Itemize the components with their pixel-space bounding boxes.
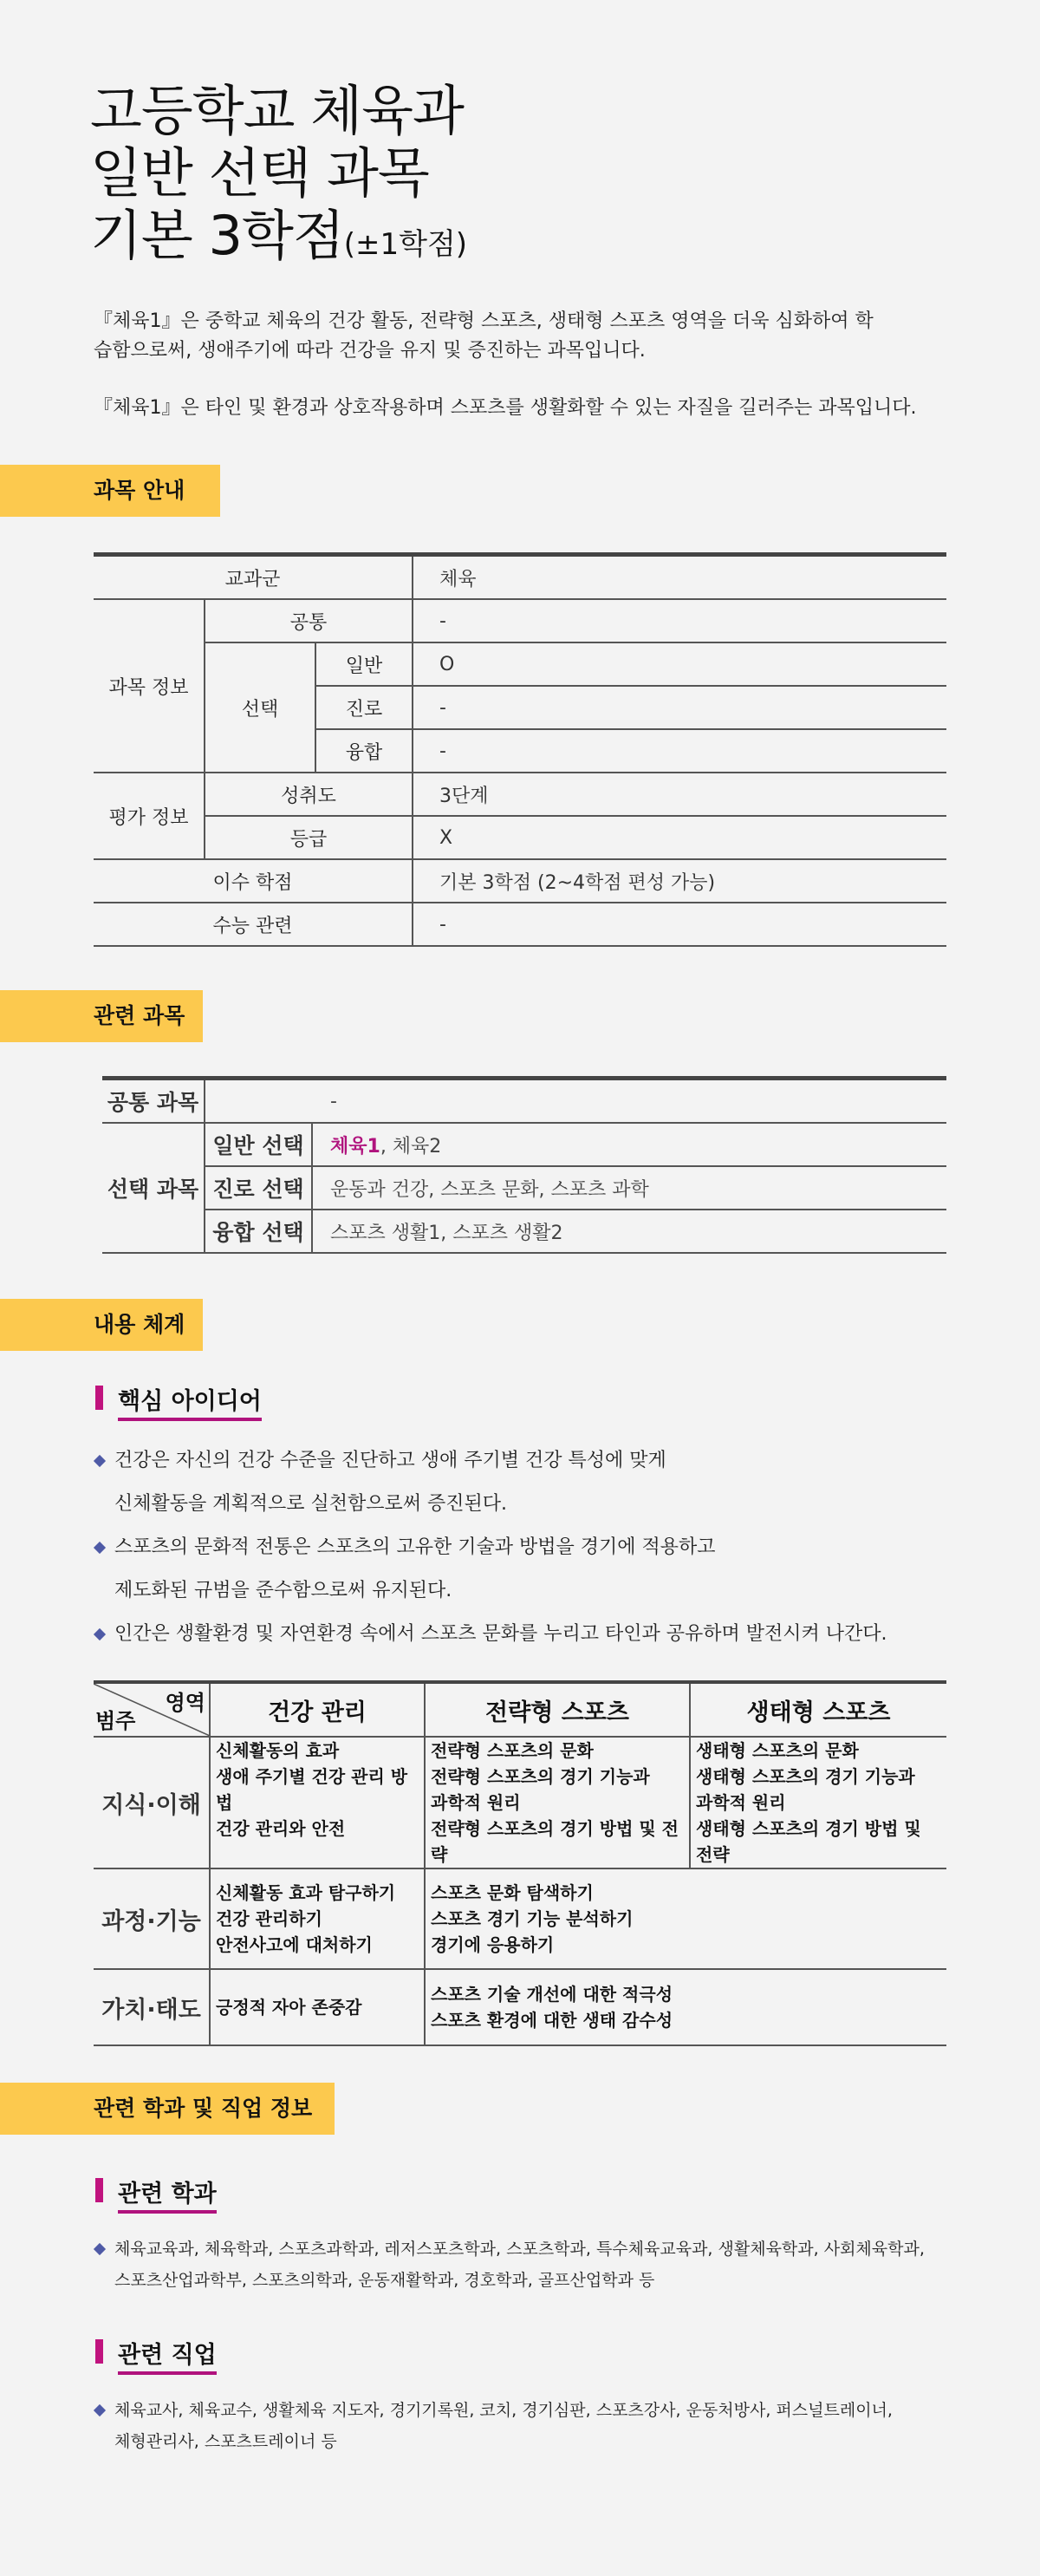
fusion-elective-value: 스포츠 생활1, 스포츠 생활2 <box>312 1210 946 1253</box>
diamond-bullet-icon <box>94 1542 106 1554</box>
departments-list <box>94 2234 952 2296</box>
page-title <box>90 80 467 276</box>
cell-process-health: 신체활동 효과 탐구하기 건강 관리하기 안전사고에 대처하기 <box>210 1868 425 1969</box>
title-credit-range: (±1학점) <box>343 227 468 262</box>
cell-values-health: 긍정적 자아 존중감 <box>210 1969 425 2045</box>
credits-label: 이수 학점 <box>94 859 413 903</box>
cell-knowledge-strategy: 전략형 스포츠의 문화 전략형 스포츠의 경기 기능과 과학적 원리 전략형 스포츠의 경기 방법 및 전략 <box>425 1737 690 1868</box>
title-line-3: 기본 3학점 <box>90 204 344 267</box>
csat-label: 수능 관련 <box>94 903 413 946</box>
group-value: 체육 <box>413 555 946 600</box>
career-elective-label: 진로 선택 <box>205 1166 312 1210</box>
section-header-content: 내용 체계 <box>0 1299 203 1351</box>
fusion-elective-label: 융합 선택 <box>205 1210 312 1253</box>
title-line-1: 고등학교 체육과 <box>90 79 464 142</box>
row-header-knowledge: 지식·이해 <box>94 1737 210 1868</box>
list-item: 인간은 생활환경 및 자연환경 속에서 스포츠 문화를 누리고 타인과 공유하며 발전시켜 나간다. <box>94 1613 887 1656</box>
diamond-bullet-icon <box>94 2404 106 2416</box>
corner-category-label: 범주 <box>95 1709 136 1733</box>
eval-info-label: 평가 정보 <box>94 773 205 859</box>
row-header-values: 가치·태도 <box>94 1969 210 2045</box>
column-header-strategy: 전략형 스포츠 <box>425 1682 690 1737</box>
general-elective-label: 일반 선택 <box>205 1123 312 1166</box>
diamond-bullet-icon <box>94 1455 106 1467</box>
section-header-career: 관련 학과 및 직업 정보 <box>0 2083 335 2135</box>
common-subject-label: 공통 과목 <box>102 1079 205 1124</box>
grade-value: X <box>413 816 946 859</box>
cell-process-sports: 스포츠 문화 탐색하기 스포츠 경기 기능 분석하기 경기에 응용하기 <box>425 1868 946 1969</box>
intro-text <box>94 307 960 451</box>
general-label: 일반 <box>315 642 413 686</box>
related-subjects-table <box>102 1076 946 1254</box>
departments-heading: 관련 학과 <box>118 2175 217 2214</box>
fusion-value: - <box>413 729 946 773</box>
corner-header <box>94 1682 210 1737</box>
subject-info-table <box>94 552 946 947</box>
cell-knowledge-health: 신체활동의 효과 생애 주기별 건강 관리 방법 건강 관리와 안전 <box>210 1737 425 1868</box>
column-header-health: 건강 관리 <box>210 1682 425 1737</box>
elective-label: 선택 <box>205 642 315 773</box>
row-header-process: 과정·기능 <box>94 1868 210 1969</box>
list-item: 체육교육과, 체육학과, 스포츠과학과, 레저스포츠학과, 스포츠학과, 특수체육교육과, 생활체육학과, 사회체육학과, 스포츠산업과학부, 스포츠의학과, 운동재활학과, 경호학과, 골프산업학과 등 <box>94 2234 952 2296</box>
general-value: O <box>413 642 946 686</box>
exclamation-icon <box>95 2339 103 2371</box>
grade-label: 등급 <box>205 816 413 859</box>
csat-value: - <box>413 903 946 946</box>
column-header-ecology: 생태형 스포츠 <box>690 1682 946 1737</box>
achievement-value: 3단계 <box>413 773 946 816</box>
career-elective-value: 운동과 건강, 스포츠 문화, 스포츠 과학 <box>312 1166 946 1210</box>
current-subject-highlight: 체육1 <box>330 1135 380 1158</box>
group-label: 교과군 <box>94 555 413 600</box>
subject-info-label: 과목 정보 <box>94 599 205 773</box>
diamond-bullet-icon <box>94 1628 106 1640</box>
core-idea-heading: 핵심 아이디어 <box>118 1382 262 1421</box>
elective-subject-label: 선택 과목 <box>102 1123 205 1253</box>
list-item: 스포츠의 문화적 전통은 스포츠의 고유한 기술과 방법을 경기에 적용하고 제도화된 규범을 준수함으로써 유지된다. <box>94 1526 887 1613</box>
corner-area-label: 영역 <box>165 1691 205 1715</box>
content-structure-table <box>94 1680 946 2046</box>
exclamation-icon <box>95 2178 103 2209</box>
fusion-label: 융합 <box>315 729 413 773</box>
career-label: 진로 <box>315 686 413 729</box>
cell-knowledge-ecology: 생태형 스포츠의 문화 생태형 스포츠의 경기 기능과 과학적 원리 생태형 스포츠의 경기 방법 및 전략 <box>690 1737 946 1868</box>
list-item: 체육교사, 체육교수, 생활체육 지도자, 경기기록원, 코치, 경기심판, 스포츠강사, 운동처방사, 퍼스널트레이너, 체형관리사, 스포츠트레이너 등 <box>94 2395 952 2457</box>
cell-values-sports: 스포츠 기술 개선에 대한 적극성 스포츠 환경에 대한 생태 감수성 <box>425 1969 946 2045</box>
achievement-label: 성취도 <box>205 773 413 816</box>
diamond-bullet-icon <box>94 2243 106 2255</box>
common-label: 공통 <box>205 599 413 642</box>
exclamation-icon <box>95 1386 103 1417</box>
common-subject-value: - <box>205 1079 946 1124</box>
title-line-2: 일반 선택 과목 <box>90 141 429 205</box>
list-item: 건강은 자신의 건강 수준을 진단하고 생애 주기별 건강 특성에 맞게 신체활동을 계획적으로 실천함으로써 증진된다. <box>94 1439 887 1526</box>
common-value: - <box>413 599 946 642</box>
section-header-guide: 과목 안내 <box>0 465 220 517</box>
credits-value: 기본 3학점 (2~4학점 편성 가능) <box>413 859 946 903</box>
jobs-heading: 관련 직업 <box>118 2336 217 2375</box>
general-elective-value: 체육1, 체육2 <box>312 1123 946 1166</box>
intro-paragraph-1: 『체육1』은 중학교 체육의 건강 활동, 전략형 스포츠, 생태형 스포츠 영역을 더욱 심화하여 학습함으로써, 생애주기에 따라 건강을 유지 및 증진하는 과목입니다. <box>94 310 874 362</box>
intro-paragraph-2: 『체육1』은 타인 및 환경과 상호작용하며 스포츠를 생활화할 수 있는 자질을 길러주는 과목입니다. <box>94 397 917 419</box>
jobs-list <box>94 2395 952 2457</box>
career-value: - <box>413 686 946 729</box>
section-header-related: 관련 과목 <box>0 990 203 1042</box>
core-idea-list <box>94 1439 887 1656</box>
